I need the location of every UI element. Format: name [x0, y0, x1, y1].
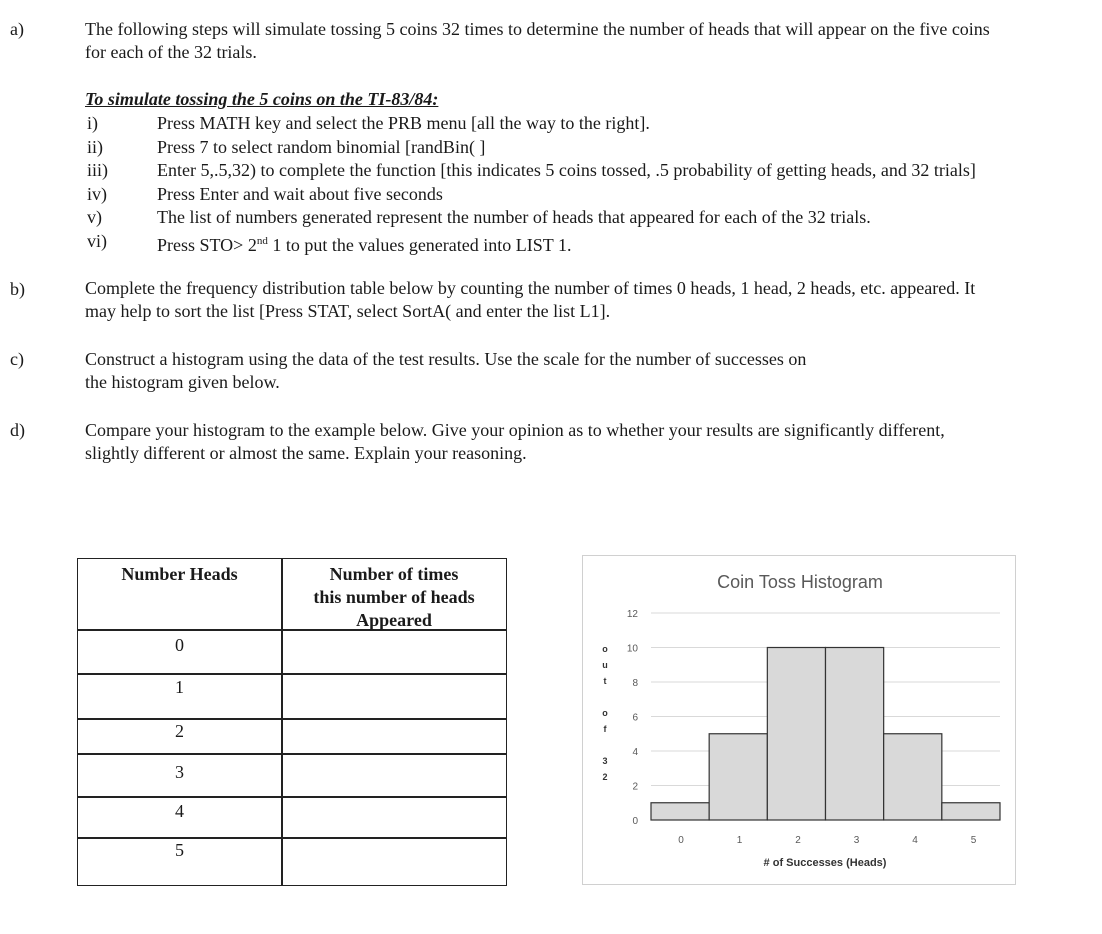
chart-y-ticks: [627, 609, 639, 827]
y-axis-label-letter: 2: [602, 772, 608, 782]
x-tick-label: 1: [736, 835, 743, 846]
part-a-intro: [85, 18, 1095, 64]
coin-toss-histogram: [582, 555, 1016, 885]
histogram-bar: [942, 803, 1000, 820]
part-d-text: [85, 419, 1095, 465]
step-text: Enter 5,.5,32) to complete the function [this indicates 5 coins tossed, .5 probability of getting heads, and 32 trials]: [157, 160, 976, 180]
step-text-sup: nd: [256, 234, 268, 247]
y-axis-label-letter: o: [602, 644, 608, 654]
y-axis-label-letter: t: [603, 676, 607, 686]
step-text: [157, 230, 1097, 258]
table-cell-heads: 2: [175, 721, 184, 741]
step-number: i): [87, 113, 98, 133]
table-row-divider: [78, 718, 506, 720]
table-cell-heads: 3: [175, 762, 184, 782]
x-tick-label: 2: [795, 835, 801, 846]
chart-bars: [651, 648, 1000, 821]
histogram-bar: [651, 803, 709, 820]
table-header-line: this number of heads: [313, 587, 475, 607]
y-axis-label-letter: 3: [602, 756, 608, 766]
x-tick-label: 4: [912, 835, 918, 846]
y-axis-label-letter: o: [602, 708, 608, 718]
step-text: Press MATH key and select the PRB menu [all the way to the right].: [157, 113, 650, 133]
part-b-text: [85, 277, 1095, 323]
table-cell-heads: 1: [175, 677, 184, 697]
table-row-divider: [78, 753, 506, 755]
part-d-label: d): [10, 420, 25, 440]
step-texts: [157, 112, 1097, 257]
part-c-label: c): [10, 349, 24, 369]
y-tick-label: 2: [632, 781, 638, 793]
table-cell-heads: 4: [175, 801, 184, 821]
part-b-label: b): [10, 279, 25, 299]
part-d-line1: Compare your histogram to the example below. Give your opinion as to whether your results are significantly different,: [85, 420, 945, 440]
part-b-line2: may help to sort the list [Press STAT, select SortA( and enter the list L1].: [85, 301, 611, 321]
part-c-line1: Construct a histogram using the data of the test results. Use the scale for the number of successes on: [85, 349, 807, 369]
x-tick-label: 3: [853, 835, 860, 846]
step-number: v): [87, 207, 102, 227]
part-d-line2: slightly different or almost the same. Explain your reasoning.: [85, 443, 527, 463]
y-tick-label: 12: [626, 609, 638, 620]
simulation-title: To simulate tossing the 5 coins on the TI-83/84:: [85, 89, 439, 109]
table-row-divider: [78, 837, 506, 839]
table-header-times-appeared: [282, 563, 506, 632]
histogram-bar: [826, 648, 884, 821]
step-text: Press Enter and wait about five seconds: [157, 183, 443, 204]
histogram-bar: [767, 648, 825, 821]
part-c-text: [85, 348, 1095, 394]
histogram-bar: [709, 734, 767, 820]
table-row-divider: [78, 673, 506, 675]
y-tick-label: 4: [632, 747, 638, 758]
step-numbers: [87, 112, 147, 253]
table-row-divider: [78, 796, 506, 798]
step-text-pre: Press STO> 2: [157, 234, 257, 255]
histogram-bar: [884, 734, 942, 820]
chart-x-ticks: [678, 835, 977, 846]
part-b-line1: Complete the frequency distribution table below by counting the number of times 0 heads, 1 head, 2 heads, etc. appeared. It: [85, 278, 976, 298]
step-number: vi): [87, 230, 107, 251]
part-c-line2: the histogram given below.: [85, 372, 280, 392]
frequency-table: [77, 558, 507, 886]
part-a-label: a): [10, 19, 24, 39]
table-cell-heads: 0: [175, 635, 184, 655]
y-axis-label-letter: f: [603, 724, 607, 734]
y-tick-label: 0: [632, 816, 638, 827]
table-header-line: Number of times: [329, 564, 459, 584]
x-tick-label: 0: [678, 835, 684, 846]
table-header-line: Appeared: [356, 610, 432, 630]
part-a-intro-line1: The following steps will simulate tossing 5 coins 32 times to determine the number of heads that will appear on the five coins: [85, 19, 990, 39]
part-a-intro-line2: for each of the 32 trials.: [85, 42, 257, 62]
table-header-number-heads: Number Heads: [121, 564, 238, 584]
table-cell-heads: 5: [175, 840, 184, 860]
chart-title: Coin Toss Histogram: [717, 572, 883, 592]
y-tick-label: 6: [632, 712, 638, 724]
histogram-svg: [583, 556, 1015, 884]
y-tick-label: 8: [632, 678, 638, 689]
y-axis-label-letter: u: [602, 660, 608, 670]
step-text-post: 1 to put the values generated into LIST 1.: [267, 234, 572, 255]
chart-y-axis-label: [602, 644, 608, 782]
x-tick-label: 5: [970, 835, 977, 846]
step-number: iv): [87, 183, 107, 204]
step-text: The list of numbers generated represent the number of heads that appeared for each of the 32 trials.: [157, 207, 871, 227]
step-text: Press 7 to select random binomial [randBin( ]: [157, 136, 486, 157]
step-number: iii): [87, 160, 108, 180]
chart-x-axis-label: # of Successes (Heads): [763, 857, 887, 869]
y-tick-label: 10: [626, 643, 638, 655]
step-number: ii): [87, 136, 103, 157]
